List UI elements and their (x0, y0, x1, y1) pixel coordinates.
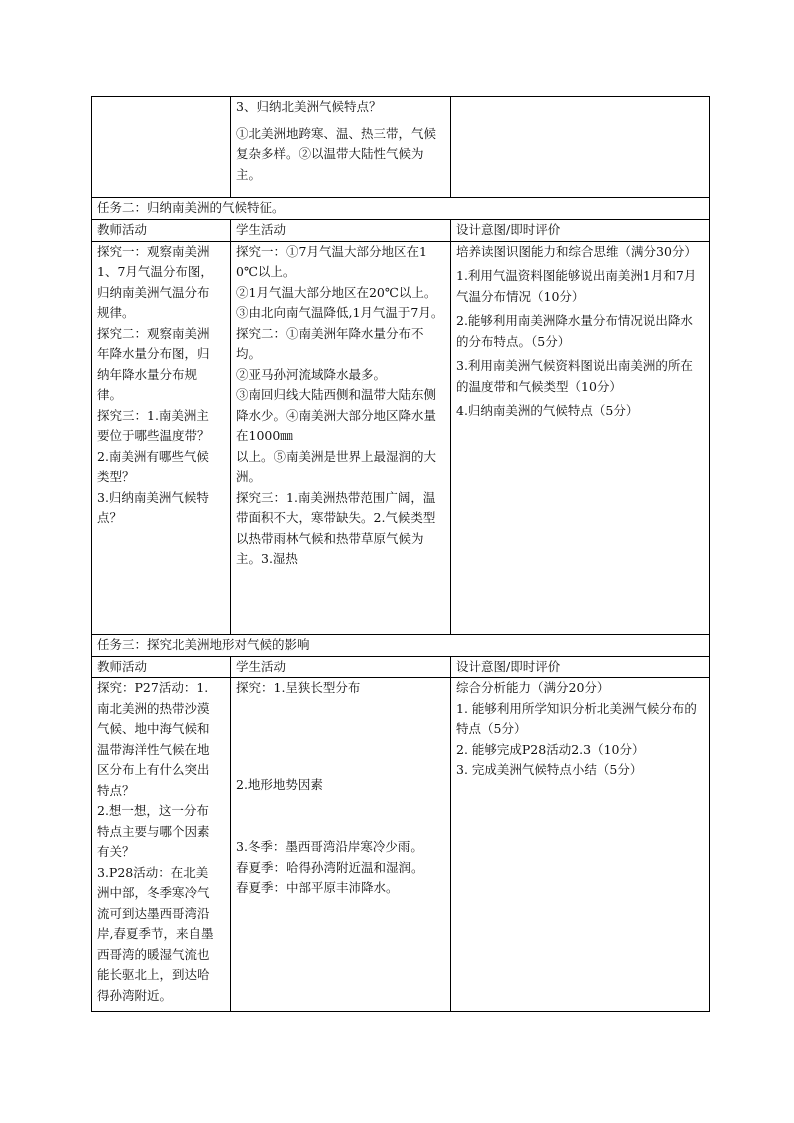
task3-student-item: 3.冬季：墨西哥湾沿岸寒冷少雨。 (236, 839, 423, 854)
task3-header-row (92, 656, 710, 678)
task2-header-row (92, 220, 710, 242)
task3-design-item: 2. 能够完成P28活动2.3（10分） (456, 741, 645, 757)
task3-design-item: 3. 完成美洲气候特点小结（5分） (456, 762, 643, 777)
empty-teacher-cell (92, 97, 231, 198)
summary-answer: ①北美洲地跨寒、温、热三带，气候复杂多样。②以温带大陆性气候为主。 (236, 125, 437, 182)
task2-title: 任务二：归纳南美洲的气候特征。 (92, 198, 710, 220)
task2-teacher-item: 2.南美洲有哪些气候类型？ (97, 448, 209, 484)
task3-student-item: 春夏季：中部平原丰沛降水。 (236, 880, 399, 895)
task2-student-cell (231, 241, 451, 634)
task3-teacher-item: 2.想一想，这一分布特点主要与哪个因素有关？ (97, 803, 210, 859)
task3-student-item: 春夏季：哈得孙湾附近温和湿润。 (236, 859, 424, 875)
task2-student-item: 探究二：①南美洲年降水量分布不均。 (236, 325, 424, 361)
header-design-intent: 设计意图/即时评价 (451, 656, 710, 678)
summary-student-cell (231, 97, 451, 198)
task3-content-row (92, 678, 710, 1012)
lesson-plan-table (91, 96, 710, 1012)
task2-teacher-item: 探究三：1.南美洲主要位于哪些温度带？ (97, 407, 210, 443)
task3-teacher-cell (92, 678, 231, 1012)
task2-teacher-item: 3.归纳南美洲气候特点？ (97, 489, 209, 525)
task2-design-item: 3.利用南美洲气候资料图说出南美洲的所在的温度带和气候类型（10分） (456, 358, 693, 394)
task3-design-cell (451, 678, 710, 1012)
task3-title-row (92, 634, 710, 656)
task2-student-item: 探究三：1.南美洲热带范围广阔，温带面积不大，寒带缺失。2.气候类型以热带雨林气候和热带草原气候为主。3.湿热 (236, 489, 436, 566)
task2-teacher-item: 探究一：观察南美洲1、7月气温分布图，归纳南美洲气温分布规律。 (97, 243, 213, 320)
header-design-intent: 设计意图/即时评价 (451, 220, 710, 242)
task3-teacher-item: 3.P28活动：在北美洲中部，冬季寒冷气流可到达墨西哥湾沿岸,春夏季节，来自墨西哥湾的暖湿气流也能长驱北上，到达哈得孙湾附近。 (97, 864, 214, 1003)
task2-student-item: ②亚马孙河流域降水最多。 (236, 366, 387, 382)
north-america-summary-row (92, 97, 710, 198)
task2-student-item: ②1月气温大部分地区在20℃以上。③由北向南气温降低,1月气温于7月。 (236, 284, 444, 320)
header-teacher-activity: 教师活动 (92, 220, 231, 242)
empty-design-cell (451, 97, 710, 198)
task2-design-item: 1.利用气温资料图能够说出南美洲1月和7月气温分布情况（10分） (456, 268, 697, 304)
header-teacher-activity: 教师活动 (92, 656, 231, 678)
task2-student-item: 探究一：①7月气温大部分地区在10℃以上。 (236, 243, 427, 279)
task2-teacher-item: 探究二：观察南美洲年降水量分布图，归纳年降水量分布规律。 (97, 325, 210, 402)
task2-teacher-cell (92, 241, 231, 634)
summary-question: 3、归纳北美洲气候特点？ (236, 99, 382, 114)
task2-title-row (92, 198, 710, 220)
task2-design-item: 2.能够利用南美洲降水量分布情况说出降水的分布特点。（5分） (456, 313, 693, 349)
task2-content-row (92, 241, 710, 634)
task2-design-item: 培养读图识图能力和综合思维（满分30分） (456, 243, 697, 259)
header-student-activity: 学生活动 (231, 220, 451, 242)
header-student-activity: 学生活动 (231, 656, 451, 678)
task3-teacher-item: 探究：P27活动：1.南北美洲的热带沙漠气候、地中海气候和温带海洋性气候在地区分布上有什么突出特点？ (97, 680, 210, 798)
task3-student-cell (231, 678, 451, 1012)
task2-student-item: 以上。⑤南美洲是世界上最湿润的大洲。 (236, 448, 437, 484)
task3-student-item: 2.地形地势因素 (236, 776, 323, 792)
task3-student-item: 探究：1.呈狭长型分布 (236, 680, 361, 695)
task2-student-item: ③南回归线大陆西侧和温带大陆东侧降水少。④南美洲大部分地区降水量在1000㎜ (236, 387, 437, 443)
task3-design-item: 综合分析能力（满分20分） (456, 680, 610, 695)
task2-design-item: 4.归纳南美洲的气候特点（5分） (456, 403, 639, 418)
task3-design-item: 1. 能够利用所学知识分析北美洲气候分布的特点（5分） (456, 700, 697, 736)
task2-design-cell (451, 241, 710, 634)
task3-title: 任务三：探究北美洲地形对气候的影响 (92, 634, 710, 656)
